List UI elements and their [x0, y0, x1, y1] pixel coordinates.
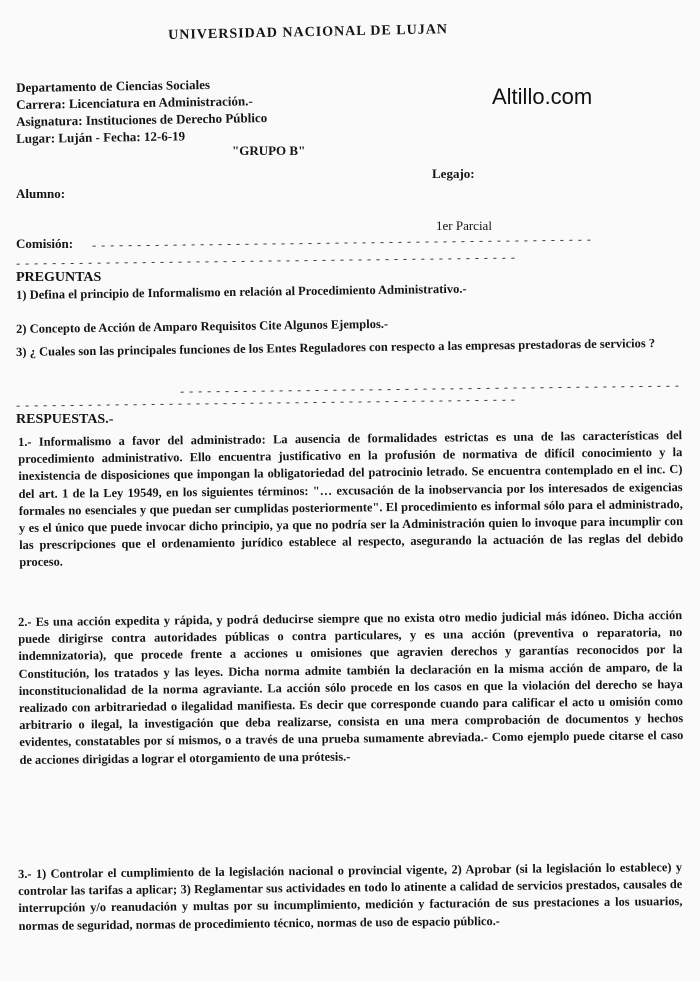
questions-heading: PREGUNTAS — [16, 270, 102, 285]
question-2: 2) Concepto de Acción de Amparo Requisitos Cite Algunos Ejemplos.- — [16, 316, 389, 336]
separator-line: - - - - - - - - - - - - - - - - - - - - - - - - - - - - - - - - - - - - - - - - - - - - - - - - - - - - - - - - — [16, 249, 516, 270]
alumno-label: Alumno: — [16, 186, 66, 201]
watermark-logo: Altillo.com — [492, 84, 593, 109]
answer-3: 3.- 1) Controlar el cumplimiento de la legislación nacional o provincial vigente, 2) Aprobar (si la legislación lo establece) y controlar las tarifas a aplicar; 3) Reglamentar sus actividades en todo lo atinente a calidad de servicios prestados, causales de interrupción y/o reanudación y multas por su incumplimiento, medición y facturación de sus prestaciones a los usuarios, normas de seguridad, normas de procedimiento técnico, normas de uso de espacio público.- — [18, 860, 683, 933]
group-label: "GRUPO B" — [232, 143, 306, 158]
place-date-line: Lugar: Luján - Fecha: 12-6-19 — [16, 128, 186, 146]
answer-2: 2.- Es una acción expedita y rápida, y podrá deducirse siempre que no exista otro medio judicial más idóneo. Dicha acción puede dirigirse contra autoridades públicas o contra particulares, y es una acción (preventiva o reparatoria, no indemnizatoria), que procede frente a acciones u omisiones que agravien derechos y garantías reconocidos por la Constitución, los tratados y las leyes. Dicha norma admite también la declaración en la misma acción de amparo, de la inconstitucionalidad de la norma agraviante. La acción sólo procede en los casos en que la violación del derecho se haya realizado con arbitrariedad o ilegalidad manifiesta. Es decir que corresponde cuando para calificar el acto u omisión como arbitrario o ilegal, la investigación que deba realizarse, consista en una mera comprobación de documentos y hechos evidentes, constatables por sí mismos, o a través de una prueba sumamente abreviada.- Como ejemplo puede citarse el caso de acciones dirigidas a lograr el otorgamiento de una prótesis.- — [18, 608, 684, 767]
answers-heading: RESPUESTAS.- — [16, 412, 114, 427]
career-line: Carrera: Licenciatura en Administración.- — [16, 93, 253, 112]
department-line: Departamento de Ciencias Sociales — [16, 76, 211, 95]
answer-1: 1.- Informalismo a favor del administrado: La ausencia de formalidades estrictas es una de las características del procedimiento administrativo. Ello encuentra justificativo en la profusión de normativa de difícil conocimiento y la inexistencia de disposiciones que impongan la obligatoriedad del patrocinio letrado. Se encuentra contemplado en el inc. C) del art. 1 de la Ley 19549, en los siguientes términos: "… excusación de la inobservancia por los interesados de exigencias formales no esenciales y que puedan ser cumplidas posteriormente". El procedimiento es informal sólo para el administrado, y es el único que puede invocar dicho principio, ya que no podría ser la Administración quien lo invoque para incumplir con las prescripciones que el ordenamiento jurídico establece al respecto, asegurando la actuación de las reglas del debido proceso. — [18, 428, 684, 570]
comision-label: Comisión: — [16, 236, 74, 251]
legajo-label: Legajo: — [432, 166, 475, 181]
separator-line: - - - - - - - - - - - - - - - - - - - - - - - - - - - - - - - - - - - - - - - - - - - - - - - - - - - - - - - - — [16, 391, 516, 412]
question-1: 1) Defina el principio de Informalismo en relación al Procedimiento Administrativo.- — [16, 281, 467, 302]
parcial-label: 1er Parcial — [436, 218, 492, 233]
separator-line: - - - - - - - - - - - - - - - - - - - - - - - - - - - - - - - - - - - - - - - - - - - - - - - - - - - - - - - - — [92, 231, 592, 252]
university-title: UNIVERSIDAD NACIONAL DE LUJAN — [168, 22, 449, 43]
separator-line: - - - - - - - - - - - - - - - - - - - - - - - - - - - - - - - - - - - - - - - - - - - - - - - - - - - - - - - - — [180, 377, 680, 398]
subject-line: Asignatura: Instituciones de Derecho Público — [16, 110, 268, 129]
question-3: 3) ¿ Cuales son las principales funciones de los Entes Reguladores con respecto a las empresas prestadoras de servicios ? — [16, 336, 656, 359]
